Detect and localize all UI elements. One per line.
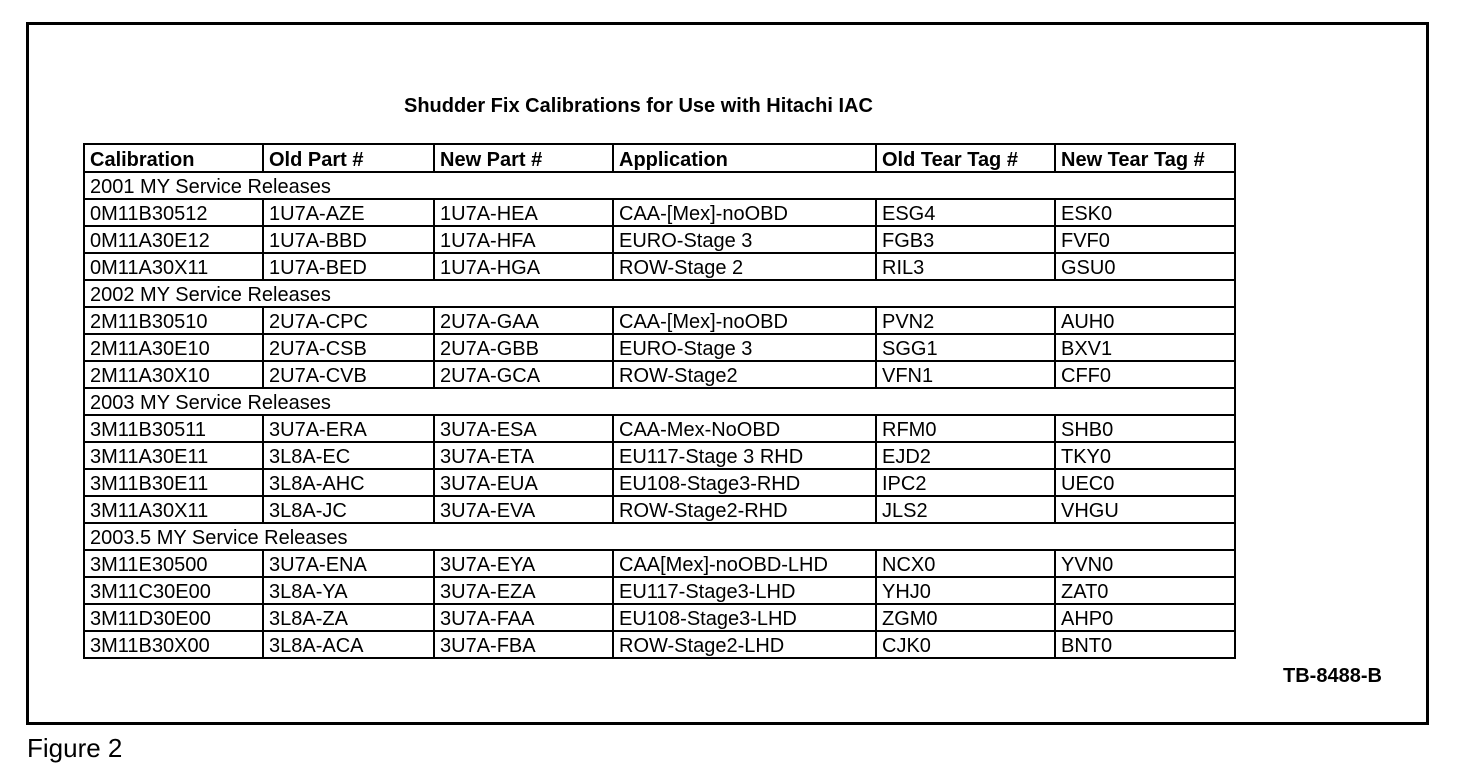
application-cell: CAA[Mex]-noOBD-LHD <box>613 550 876 577</box>
section-label: 2001 MY Service Releases <box>84 172 1235 199</box>
calibration-cell: 0M11B30512 <box>84 199 263 226</box>
old-tear-tag-cell: RIL3 <box>876 253 1055 280</box>
new-part-cell: 3U7A-EZA <box>434 577 613 604</box>
new-part-cell: 3U7A-EYA <box>434 550 613 577</box>
section-row <box>84 172 1235 199</box>
table-row <box>84 496 1235 523</box>
column-header-old-part: Old Part # <box>263 144 434 172</box>
new-tear-tag-cell: YVN0 <box>1055 550 1235 577</box>
application-cell: ROW-Stage 2 <box>613 253 876 280</box>
old-part-cell: 3L8A-ZA <box>263 604 434 631</box>
column-header-new-part: New Part # <box>434 144 613 172</box>
new-tear-tag-cell: AUH0 <box>1055 307 1235 334</box>
section-row <box>84 388 1235 415</box>
table-row <box>84 631 1235 658</box>
section-label: 2003.5 MY Service Releases <box>84 523 1235 550</box>
application-cell: EU108-Stage3-RHD <box>613 469 876 496</box>
new-part-cell: 3U7A-ETA <box>434 442 613 469</box>
section-label: 2003 MY Service Releases <box>84 388 1235 415</box>
new-tear-tag-cell: SHB0 <box>1055 415 1235 442</box>
new-tear-tag-cell: ESK0 <box>1055 199 1235 226</box>
old-tear-tag-cell: ZGM0 <box>876 604 1055 631</box>
old-part-cell: 3U7A-ERA <box>263 415 434 442</box>
table-row <box>84 226 1235 253</box>
calibration-cell: 3M11B30511 <box>84 415 263 442</box>
calibration-cell: 3M11D30E00 <box>84 604 263 631</box>
old-tear-tag-cell: PVN2 <box>876 307 1055 334</box>
new-part-cell: 3U7A-ESA <box>434 415 613 442</box>
calibration-cell: 3M11E30500 <box>84 550 263 577</box>
old-part-cell: 2U7A-CPC <box>263 307 434 334</box>
new-part-cell: 1U7A-HEA <box>434 199 613 226</box>
table-row <box>84 361 1235 388</box>
figure-caption: Figure 2 <box>27 733 123 763</box>
table-row <box>84 199 1235 226</box>
table-row <box>84 307 1235 334</box>
calibration-cell: 3M11A30E11 <box>84 442 263 469</box>
calibration-cell: 3M11A30X11 <box>84 496 263 523</box>
old-part-cell: 3L8A-ACA <box>263 631 434 658</box>
section-row <box>84 280 1235 307</box>
calibration-cell: 3M11C30E00 <box>84 577 263 604</box>
table-row <box>84 604 1235 631</box>
calibration-cell: 0M11A30X11 <box>84 253 263 280</box>
old-part-cell: 3U7A-ENA <box>263 550 434 577</box>
calibration-cell: 2M11B30510 <box>84 307 263 334</box>
table-row <box>84 253 1235 280</box>
new-part-cell: 1U7A-HFA <box>434 226 613 253</box>
table-row <box>84 415 1235 442</box>
new-part-cell: 2U7A-GAA <box>434 307 613 334</box>
new-part-cell: 1U7A-HGA <box>434 253 613 280</box>
application-cell: CAA-[Mex]-noOBD <box>613 307 876 334</box>
old-tear-tag-cell: CJK0 <box>876 631 1055 658</box>
table-row <box>84 550 1235 577</box>
column-header-calibration: Calibration <box>84 144 263 172</box>
table-row <box>84 334 1235 361</box>
application-cell: ROW-Stage2-LHD <box>613 631 876 658</box>
new-part-cell: 3U7A-FBA <box>434 631 613 658</box>
old-part-cell: 3L8A-EC <box>263 442 434 469</box>
old-tear-tag-cell: IPC2 <box>876 469 1055 496</box>
new-tear-tag-cell: GSU0 <box>1055 253 1235 280</box>
old-part-cell: 1U7A-BBD <box>263 226 434 253</box>
old-tear-tag-cell: VFN1 <box>876 361 1055 388</box>
old-tear-tag-cell: RFM0 <box>876 415 1055 442</box>
old-part-cell: 3L8A-AHC <box>263 469 434 496</box>
new-tear-tag-cell: UEC0 <box>1055 469 1235 496</box>
old-part-cell: 1U7A-BED <box>263 253 434 280</box>
calibration-cell: 0M11A30E12 <box>84 226 263 253</box>
calibration-cell: 3M11B30X00 <box>84 631 263 658</box>
column-header-old-tear-tag: Old Tear Tag # <box>876 144 1055 172</box>
reference-code: TB-8488-B <box>1283 665 1382 687</box>
old-part-cell: 3L8A-JC <box>263 496 434 523</box>
old-part-cell: 2U7A-CVB <box>263 361 434 388</box>
old-tear-tag-cell: FGB3 <box>876 226 1055 253</box>
table-title: Shudder Fix Calibrations for Use with Hitachi IAC <box>404 95 873 117</box>
application-cell: EURO-Stage 3 <box>613 334 876 361</box>
column-header-application: Application <box>613 144 876 172</box>
application-cell: EU108-Stage3-LHD <box>613 604 876 631</box>
application-cell: ROW-Stage2 <box>613 361 876 388</box>
old-part-cell: 2U7A-CSB <box>263 334 434 361</box>
section-label: 2002 MY Service Releases <box>84 280 1235 307</box>
old-tear-tag-cell: EJD2 <box>876 442 1055 469</box>
new-part-cell: 3U7A-FAA <box>434 604 613 631</box>
table-row <box>84 469 1235 496</box>
old-part-cell: 3L8A-YA <box>263 577 434 604</box>
table-header-row <box>84 144 1235 172</box>
application-cell: EURO-Stage 3 <box>613 226 876 253</box>
new-part-cell: 3U7A-EUA <box>434 469 613 496</box>
old-tear-tag-cell: NCX0 <box>876 550 1055 577</box>
application-cell: CAA-Mex-NoOBD <box>613 415 876 442</box>
application-cell: EU117-Stage 3 RHD <box>613 442 876 469</box>
new-part-cell: 2U7A-GCA <box>434 361 613 388</box>
old-part-cell: 1U7A-AZE <box>263 199 434 226</box>
application-cell: CAA-[Mex]-noOBD <box>613 199 876 226</box>
section-row <box>84 523 1235 550</box>
table-body <box>84 172 1235 658</box>
old-tear-tag-cell: SGG1 <box>876 334 1055 361</box>
application-cell: EU117-Stage3-LHD <box>613 577 876 604</box>
table-row <box>84 577 1235 604</box>
new-tear-tag-cell: ZAT0 <box>1055 577 1235 604</box>
new-tear-tag-cell: FVF0 <box>1055 226 1235 253</box>
application-cell: ROW-Stage2-RHD <box>613 496 876 523</box>
new-tear-tag-cell: VHGU <box>1055 496 1235 523</box>
old-tear-tag-cell: JLS2 <box>876 496 1055 523</box>
old-tear-tag-cell: ESG4 <box>876 199 1055 226</box>
calibration-cell: 2M11A30X10 <box>84 361 263 388</box>
new-part-cell: 2U7A-GBB <box>434 334 613 361</box>
calibration-cell: 2M11A30E10 <box>84 334 263 361</box>
calibration-cell: 3M11B30E11 <box>84 469 263 496</box>
calibration-table <box>83 143 1236 659</box>
table-row <box>84 442 1235 469</box>
new-tear-tag-cell: BNT0 <box>1055 631 1235 658</box>
new-tear-tag-cell: TKY0 <box>1055 442 1235 469</box>
new-tear-tag-cell: AHP0 <box>1055 604 1235 631</box>
new-tear-tag-cell: BXV1 <box>1055 334 1235 361</box>
new-part-cell: 3U7A-EVA <box>434 496 613 523</box>
column-header-new-tear-tag: New Tear Tag # <box>1055 144 1235 172</box>
old-tear-tag-cell: YHJ0 <box>876 577 1055 604</box>
new-tear-tag-cell: CFF0 <box>1055 361 1235 388</box>
